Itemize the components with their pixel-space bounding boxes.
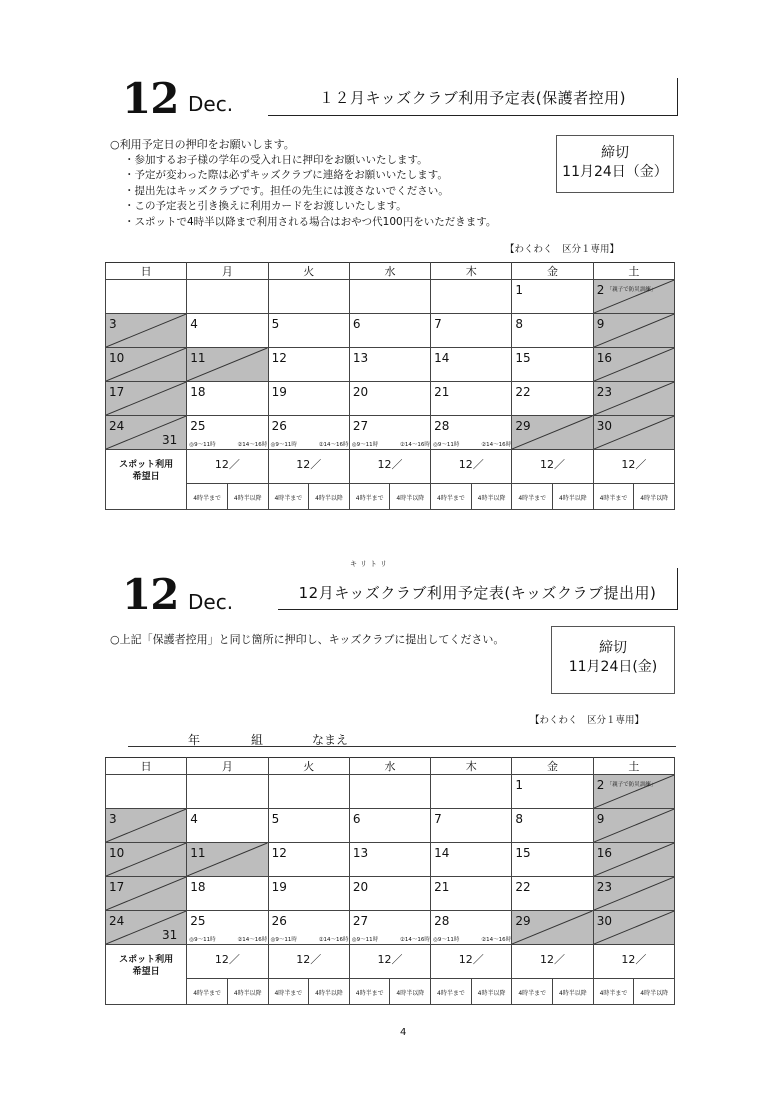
day-number: 10 xyxy=(109,351,125,365)
weekday-sat: 土 xyxy=(593,263,674,280)
deadline-box xyxy=(556,135,674,193)
day-number: 2 xyxy=(596,778,605,792)
day-number: 29 xyxy=(515,419,531,433)
time-slots xyxy=(271,935,349,943)
day-number: 26 xyxy=(271,419,287,433)
day-cell-closed xyxy=(593,314,674,348)
day-number: 23 xyxy=(596,880,612,894)
spot-label-line1: スポット利用 xyxy=(119,460,174,470)
spot-cell[interactable] xyxy=(512,450,593,510)
day-cell-closed xyxy=(593,911,674,945)
day-cell-closed xyxy=(106,843,187,877)
day-cell[interactable] xyxy=(349,348,430,382)
form-title: １２月キッズクラブ利用予定表(保護者控用) xyxy=(268,78,678,116)
spot-cell[interactable] xyxy=(593,945,674,1005)
day-number: 22 xyxy=(515,385,531,399)
day-cell[interactable] xyxy=(512,314,593,348)
day-number: 1 xyxy=(515,283,524,297)
spot-after[interactable]: 4時半以降 xyxy=(558,990,587,997)
category-tag: 【わくわく 区分１専用】 xyxy=(505,244,620,255)
spot-after[interactable]: 4時半以降 xyxy=(396,990,425,997)
day-cell-closed xyxy=(593,809,674,843)
spot-cell[interactable] xyxy=(187,450,268,510)
day-number: 2 xyxy=(596,283,605,297)
week-row xyxy=(106,775,675,809)
spot-date: 12／ xyxy=(377,458,403,471)
weekday-thu: 木 xyxy=(431,758,512,775)
day-cell[interactable] xyxy=(349,382,430,416)
day-number: 17 xyxy=(109,880,125,894)
slot-pm: ②14～16時 xyxy=(318,442,349,448)
day-number-31: 31 xyxy=(162,433,178,447)
instruction-line: ・提出先はキッズクラブです。担任の先生には渡さないでください。 xyxy=(124,184,449,197)
day-cell[interactable] xyxy=(512,348,593,382)
day-number: 30 xyxy=(596,419,612,433)
day-number: 24 xyxy=(109,419,125,433)
spot-before[interactable]: 4時半まで xyxy=(269,979,310,1004)
day-cell[interactable] xyxy=(431,843,512,877)
instruction-line: ・予定が変わった際は必ずキッズクラブに連絡をお願いいたします。 xyxy=(124,169,448,181)
week-row xyxy=(106,382,675,416)
day-cell[interactable] xyxy=(512,843,593,877)
day-number: 14 xyxy=(434,351,450,365)
day-cell[interactable] xyxy=(349,416,430,450)
spot-before[interactable]: 4時半まで xyxy=(187,979,228,1004)
day-cell-closed xyxy=(187,843,268,877)
instructions-head: ○利用予定日の押印をお願いします。 xyxy=(110,138,295,151)
slot-pm: ②14～16時 xyxy=(481,442,512,448)
day-cell[interactable] xyxy=(349,843,430,877)
day-cell-closed xyxy=(593,775,674,809)
day-number: 11 xyxy=(190,351,206,365)
day-cell[interactable] xyxy=(268,843,349,877)
day-number: 4 xyxy=(190,317,198,331)
day-number: 11 xyxy=(190,846,206,860)
form-title: 12月キッズクラブ利用予定表(キッズクラブ提出用) xyxy=(278,568,678,610)
day-number-31: 31 xyxy=(162,928,178,942)
time-slots xyxy=(271,440,349,448)
day-cell xyxy=(268,775,349,809)
day-number: 8 xyxy=(515,812,524,826)
month-english: Dec. xyxy=(188,92,234,116)
day-number: 8 xyxy=(515,317,524,331)
weekday-thu: 木 xyxy=(431,263,512,280)
week-row xyxy=(106,843,675,877)
spot-row xyxy=(106,945,675,1005)
spot-date: 12／ xyxy=(458,953,484,966)
day-cell xyxy=(349,775,430,809)
weekday-tue: 火 xyxy=(268,263,349,280)
weekday-fri: 金 xyxy=(512,263,593,280)
day-number: 27 xyxy=(352,914,369,928)
calendar-table xyxy=(105,757,675,1005)
spot-date: 12／ xyxy=(621,953,647,966)
month-english: Dec. xyxy=(188,590,234,614)
day-cell-closed xyxy=(106,314,187,348)
spot-label-line1: スポット利用 xyxy=(119,955,174,965)
slot-pm: ②14～16時 xyxy=(237,442,268,448)
spot-before[interactable]: 4時半まで xyxy=(350,979,391,1004)
day-number: 12 xyxy=(271,351,287,365)
day-cell[interactable] xyxy=(349,911,430,945)
day-cell xyxy=(431,775,512,809)
spot-cell[interactable] xyxy=(187,945,268,1005)
spot-cell[interactable] xyxy=(431,450,512,510)
deadline-date: 11月24日(金) xyxy=(568,659,658,675)
spot-label-line2: 希望日 xyxy=(132,967,160,977)
day-cell-closed xyxy=(512,911,593,945)
day-cell[interactable] xyxy=(187,416,268,450)
day-cell[interactable] xyxy=(187,809,268,843)
weekday-header xyxy=(106,758,675,775)
instruction-line: ・スポットで4時半以降まで利用される場合はおやつ代100円をいただきます。 xyxy=(124,215,497,228)
spot-date: 12／ xyxy=(458,458,484,471)
day-cell[interactable] xyxy=(431,314,512,348)
slot-am: ◎9～11時 xyxy=(433,937,460,943)
spot-cell[interactable] xyxy=(349,450,430,510)
day-number: 12 xyxy=(271,846,287,860)
day-number: 18 xyxy=(190,385,206,399)
slot-am: ◎9～11時 xyxy=(351,442,379,448)
day-number: 28 xyxy=(434,914,450,928)
spot-after[interactable]: 4時半以降 xyxy=(640,990,669,997)
day-number: 14 xyxy=(434,846,450,860)
day-cell-closed xyxy=(593,416,674,450)
day-cell[interactable] xyxy=(268,382,349,416)
deadline-date: 11月24日（金） xyxy=(562,164,668,180)
day-cell-closed xyxy=(106,911,187,945)
day-number: 9 xyxy=(596,317,605,331)
day-number: 3 xyxy=(109,812,117,826)
day-cell xyxy=(431,280,512,314)
day-cell-closed xyxy=(593,843,674,877)
day-cell[interactable] xyxy=(431,911,512,945)
day-number: 4 xyxy=(190,812,198,826)
day-number: 25 xyxy=(190,914,206,928)
day-cell xyxy=(106,775,187,809)
day-cell xyxy=(187,280,268,314)
instructions xyxy=(110,632,504,648)
spot-cell[interactable] xyxy=(268,450,349,510)
instruction-line: ・参加するお子様の学年の受入れ日に押印をお願いいたします。 xyxy=(124,153,428,166)
weekday-wed: 水 xyxy=(349,758,430,775)
day-cell[interactable] xyxy=(268,416,349,450)
day-number: 23 xyxy=(596,385,612,399)
spot-date: 12／ xyxy=(214,953,240,966)
day-number: 20 xyxy=(352,385,369,399)
day-number: 6 xyxy=(352,317,361,331)
slot-pm: ②14～16時 xyxy=(237,937,268,943)
day-number: 16 xyxy=(596,846,612,860)
day-number: 1 xyxy=(515,778,524,792)
deadline-label: 締切 xyxy=(599,640,627,656)
day-number: 21 xyxy=(434,880,450,894)
spot-after[interactable]: 4時半以降 xyxy=(396,495,425,502)
day-cell-closed xyxy=(593,877,674,911)
deadline-box xyxy=(551,626,675,694)
spot-cell[interactable] xyxy=(431,945,512,1005)
class-label: 組 xyxy=(251,733,264,747)
day-number: 15 xyxy=(515,351,531,365)
day-cell-closed xyxy=(593,280,674,314)
day-cell[interactable] xyxy=(512,809,593,843)
week-row xyxy=(106,416,675,450)
day-cell-closed xyxy=(106,382,187,416)
spot-after[interactable]: 4時半以降 xyxy=(477,990,506,997)
spot-after[interactable]: 4時半以降 xyxy=(640,495,669,502)
weekday-mon: 月 xyxy=(187,263,268,280)
day-number: 29 xyxy=(515,914,531,928)
spot-before[interactable]: 4時半まで xyxy=(594,484,635,509)
day-number: 16 xyxy=(596,351,612,365)
day-number: 28 xyxy=(434,419,450,433)
day-number: 13 xyxy=(352,351,369,365)
spot-date: 12／ xyxy=(377,953,403,966)
day-cell[interactable] xyxy=(268,809,349,843)
day-cell xyxy=(268,280,349,314)
slot-am: ◎9～11時 xyxy=(189,937,216,943)
day-cell[interactable] xyxy=(268,314,349,348)
weekday-fri: 金 xyxy=(512,758,593,775)
spot-after[interactable]: 4時半以降 xyxy=(477,495,506,502)
weekday-sun: 日 xyxy=(106,263,187,280)
time-slots xyxy=(352,440,430,448)
spot-date: 12／ xyxy=(540,953,566,966)
day-cell[interactable] xyxy=(512,382,593,416)
slot-am: ◎9～11時 xyxy=(189,442,216,448)
month-number: 12 xyxy=(122,570,179,619)
day-cell[interactable] xyxy=(187,382,268,416)
slot-pm: ②14～16時 xyxy=(318,937,349,943)
spot-before[interactable]: 4時半まで xyxy=(512,979,553,1004)
spot-cell[interactable] xyxy=(512,945,593,1005)
spot-before[interactable]: 4時半まで xyxy=(512,484,553,509)
day-number: 3 xyxy=(109,317,117,331)
day-number: 22 xyxy=(515,880,531,894)
spot-before[interactable]: 4時半まで xyxy=(431,979,472,1004)
spot-date: 12／ xyxy=(621,458,647,471)
day-number: 7 xyxy=(434,317,442,331)
day-cell-closed xyxy=(106,416,187,450)
weekday-header xyxy=(106,263,675,280)
day-cell-closed xyxy=(106,877,187,911)
page-number: 4 xyxy=(400,1027,407,1038)
week-row xyxy=(106,348,675,382)
day-cell[interactable] xyxy=(187,911,268,945)
day-number: 13 xyxy=(352,846,369,860)
day-number: 15 xyxy=(515,846,531,860)
day-cell[interactable] xyxy=(431,877,512,911)
day-number: 25 xyxy=(190,419,206,433)
slot-pm: ②14～16時 xyxy=(399,442,430,448)
day-number: 9 xyxy=(596,812,605,826)
day-cell[interactable] xyxy=(512,877,593,911)
day-number: 19 xyxy=(271,385,287,399)
spot-cell[interactable] xyxy=(593,450,674,510)
day-cell-closed xyxy=(593,348,674,382)
spot-cell[interactable] xyxy=(268,945,349,1005)
time-slots xyxy=(433,440,511,448)
day-cell-closed xyxy=(106,809,187,843)
time-slots xyxy=(352,935,430,943)
day-cell xyxy=(187,775,268,809)
day-cell-closed xyxy=(187,348,268,382)
day-number: 30 xyxy=(596,914,612,928)
time-slots xyxy=(433,935,511,943)
cut-line-label: キリトリ xyxy=(350,560,390,568)
slot-pm: ②14～16時 xyxy=(399,937,430,943)
instructions-head: ○上記「保護者控用」と同じ箇所に押印し、キッズクラブに提出してください。 xyxy=(110,633,505,646)
day-number: 27 xyxy=(352,419,369,433)
spot-after[interactable]: 4時半以降 xyxy=(315,990,343,997)
day-cell[interactable] xyxy=(268,348,349,382)
weekday-sat: 土 xyxy=(593,758,674,775)
day-cell[interactable] xyxy=(187,314,268,348)
day-number: 21 xyxy=(434,385,450,399)
day-cell[interactable] xyxy=(512,775,593,809)
slot-am: ◎9～11時 xyxy=(351,937,379,943)
day-number: 7 xyxy=(434,812,442,826)
day-cell-closed xyxy=(593,382,674,416)
spot-before[interactable]: 4時半まで xyxy=(269,484,310,509)
category-tag: 【わくわく 区分１専用】 xyxy=(530,715,645,726)
day-number: 17 xyxy=(109,385,125,399)
spot-row xyxy=(106,450,675,510)
grade-label: 年 xyxy=(188,733,201,747)
day-cell[interactable] xyxy=(431,348,512,382)
instruction-line: ・この予定表と引き換えに利用カードをお渡しいたします。 xyxy=(124,200,407,212)
week-row xyxy=(106,280,675,314)
spot-date: 12／ xyxy=(296,458,322,471)
day-cell-closed xyxy=(106,348,187,382)
spot-date: 12／ xyxy=(540,458,566,471)
day-number: 6 xyxy=(352,812,361,826)
name-field-row[interactable] xyxy=(128,731,676,747)
day-cell[interactable] xyxy=(268,911,349,945)
day-cell[interactable] xyxy=(431,382,512,416)
spot-after[interactable]: 4時半以降 xyxy=(233,990,262,997)
day-number: 26 xyxy=(271,914,287,928)
slot-pm: ②14～16時 xyxy=(481,937,512,943)
day-cell[interactable] xyxy=(187,877,268,911)
week-row xyxy=(106,911,675,945)
week-row xyxy=(106,314,675,348)
weekday-tue: 火 xyxy=(268,758,349,775)
spot-before[interactable]: 4時半まで xyxy=(431,484,472,509)
day-number: 19 xyxy=(271,880,287,894)
spot-date: 12／ xyxy=(296,953,322,966)
day-cell[interactable] xyxy=(349,877,430,911)
calendar-table xyxy=(105,262,675,510)
day-cell xyxy=(106,280,187,314)
day-cell[interactable] xyxy=(349,809,430,843)
spot-label xyxy=(106,450,187,510)
event-note: 「親子で防災訓練」 xyxy=(606,287,657,293)
day-cell[interactable] xyxy=(349,314,430,348)
name-label: なまえ xyxy=(312,733,349,747)
day-cell[interactable] xyxy=(268,877,349,911)
event-note: 「親子で防災訓練」 xyxy=(606,782,657,788)
day-cell-closed xyxy=(512,416,593,450)
spot-before[interactable]: 4時半まで xyxy=(594,979,635,1004)
spot-after[interactable]: 4時半以降 xyxy=(315,495,343,502)
spot-before[interactable]: 4時半まで xyxy=(350,484,391,509)
day-number: 10 xyxy=(109,846,125,860)
slot-am: ◎9～11時 xyxy=(433,442,460,448)
day-number: 24 xyxy=(109,914,125,928)
spot-cell[interactable] xyxy=(349,945,430,1005)
day-number: 5 xyxy=(271,317,280,331)
weekday-sun: 日 xyxy=(106,758,187,775)
weekday-mon: 月 xyxy=(187,758,268,775)
spot-label xyxy=(106,945,187,1005)
spot-after[interactable]: 4時半以降 xyxy=(233,495,262,502)
day-cell[interactable] xyxy=(431,809,512,843)
slot-am: ◎9～11時 xyxy=(270,442,297,448)
time-slots xyxy=(189,935,267,943)
week-row xyxy=(106,877,675,911)
month-number: 12 xyxy=(122,74,179,123)
spot-date: 12／ xyxy=(214,458,240,471)
deadline-label: 締切 xyxy=(601,145,629,161)
spot-label-line2: 希望日 xyxy=(132,472,160,482)
spot-after[interactable]: 4時半以降 xyxy=(558,495,587,502)
instructions xyxy=(110,137,496,230)
spot-before[interactable]: 4時半まで xyxy=(187,484,228,509)
time-slots xyxy=(189,440,267,448)
day-cell xyxy=(349,280,430,314)
day-number: 5 xyxy=(271,812,280,826)
day-number: 18 xyxy=(190,880,206,894)
slot-am: ◎9～11時 xyxy=(270,937,297,943)
day-cell[interactable] xyxy=(512,280,593,314)
weekday-wed: 水 xyxy=(349,263,430,280)
day-number: 20 xyxy=(352,880,369,894)
week-row xyxy=(106,809,675,843)
day-cell[interactable] xyxy=(431,416,512,450)
